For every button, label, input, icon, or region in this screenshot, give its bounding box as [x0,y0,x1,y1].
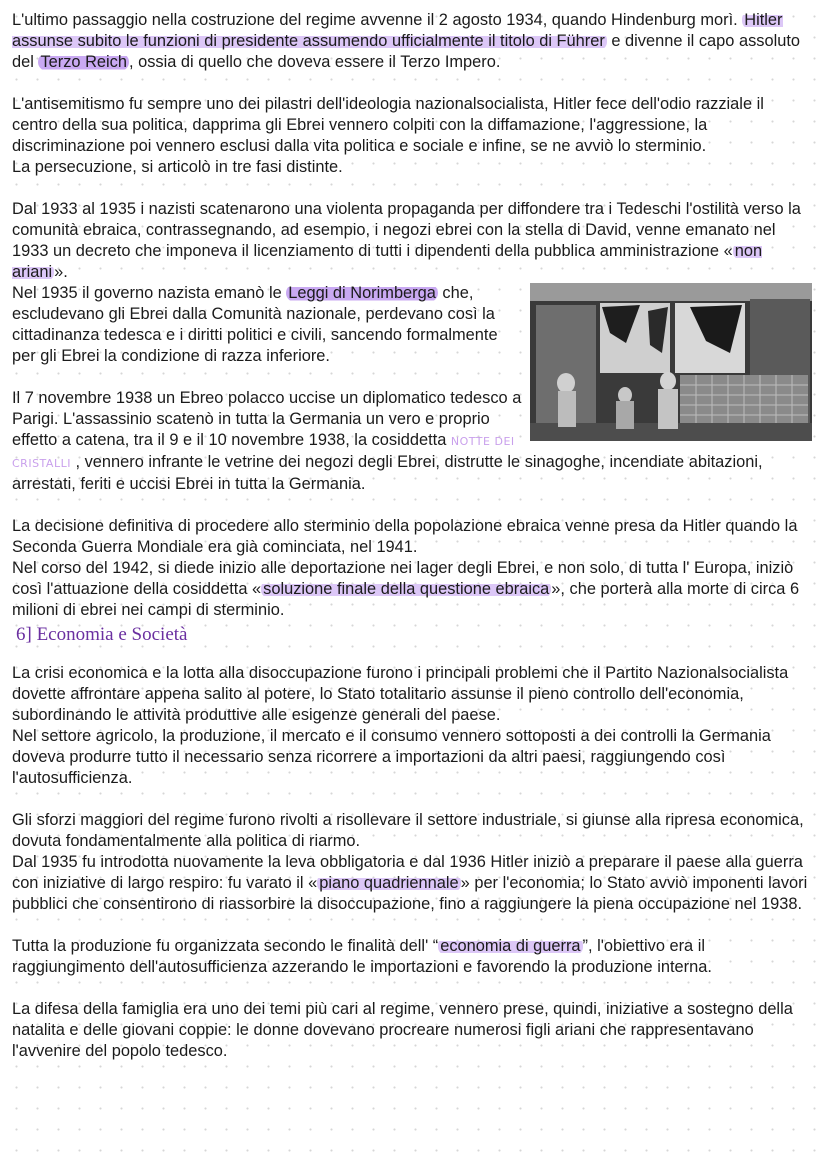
paragraph-economia-guerra: Tutta la produzione fu organizzata secondo le finalità dell' “ economia di guerra ”, l'obiettivo era il raggiungimento dell'autosufficienza azzerando le importazioni e favorendo la produzione interna. [12,937,712,976]
handwritten-notte-cristalli: NOTTE DEI CRISTALLI [12,435,515,470]
paragraph-crisi-economica: La crisi economica e la lotta alla disoccupazione furono i principali problemi che il Partito Nazionalsocialista dovette affrontare appena salito al potere, lo Stato totalitario assunse il pieno controllo dell'economia, subordinando le attività produttive alle esigenze generali del paese. [12,664,789,724]
paragraph-notte-cristalli: Il 7 novembre 1938 un Ebreo polacco uccise un diplomatico tedesco a Parigi. L'assassinio scatenò in tutta la Germania un vero e proprio effetto a catena, tra il 9 e il 10 novembre 1938, la cosiddetta NOTTE DEI CRISTALLI , vennero infrante le vetrine dei negozi degli Ebrei, distrutte le sinagoghe, incendiate abitazioni, arrestati, feriti e uccisi Ebrei in tutta la Germania. [12,389,763,493]
highlight-piano-quadriennale: piano quadriennale [319,874,459,892]
paragraph-decisione-sterminio: La decisione definitiva di procedere allo sterminio della popolazione ebraica venne presa da Hitler quando la Seconda Guerra Mondiale era già cominciata, nel 1941. [12,517,798,556]
highlight-fuhrer: Hitler assunse subito le funzioni di presidente assumendo ufficialmente il titolo di Führer [12,11,783,50]
paragraph-persecuzione: La persecuzione, si articolò in tre fasi distinte. [12,158,343,176]
paragraph-deportazione: Nel corso del 1942, si diede inizio alle deportazione nei lager degli Ebrei, e non solo, di tutta l' Europa, iniziò così l'attuazione della cosiddetta « soluzione finale della questione ebraica », che porterà alla morte di circa 6 milioni di ebrei nei campi di sterminio. [12,559,800,619]
highlight-economia-guerra: economia di guerra [440,937,581,955]
document-page [12,10,812,1062]
paragraph-antisemitismo: L'antisemitismo fu sempre uno dei pilastri dell'ideologia nazionalsocialista, Hitler fece dell'odio razziale il centro della sua politica, dapprima gli Ebrei vennero colpiti con la diffamazione, l'aggressione, la discriminazione poi vennero esclusi dalla vita politica e sociale e infine, se ne avviò lo sterminio. [12,95,764,155]
paragraph-piano-quadriennale: Dal 1935 fu introdotta nuovamente la leva obbligatoria e dal 1936 Hitler iniziò a preparare il paese alla guerra con iniziative di largo respiro: fu varato il « piano quadriennale » per l'economia; lo Stato avviò imponenti lavori pubblici che consentirono di riassorbire la disoccupazione, fino a raggiungere la piena occupazione nel 1938. [12,853,808,913]
highlight-terzo-reich: Terzo Reich [40,53,127,71]
highlight-soluzione-finale: soluzione finale della questione ebraica [263,580,550,598]
paragraph-settore-industriale: Gli sforzi maggiori del regime furono rivolti a risollevare il settore industriale, si giunse alla ripresa economica, dovuta fondamentalmente alla politica di riarmo. [12,811,804,850]
highlight-leggi-norimberga: Leggi di Norimberga [288,284,436,302]
highlight-non-ariani: non ariani [12,242,763,281]
paragraph-famiglia: La difesa della famiglia era uno dei temi più cari al regime, vennero prese, quindi, iniziative a sostegno della natalita e delle giovani coppie: le donne dovevano procreare numerosi figli ariani che rappresentavano l'avvenire del popolo tedesco. [12,1000,793,1060]
section-heading-economia: 6] Economia e Società [16,624,188,645]
shop-window-image [530,283,812,441]
paragraph-settore-agricolo: Nel settore agricolo, la produzione, il mercato e il consumo vennero sottoposti a dei controlli la Germania doveva produrre tutto il necessario senza ricorrere a importazioni da altri paesi, raggiungendo così l'autosufficienza. [12,727,771,787]
paragraph-norimberga: Nel 1935 il governo nazista emanò le Leggi di Norimberga che, escludevano gli Ebrei dalla Comunità nazionale, perdevano così la cittadinanza tedesca e i diritti politici e civili, sancendo formalmente per gli Ebrei la condizione di razza inferiore. [12,284,498,365]
paragraph-propaganda: Dal 1933 al 1935 i nazisti scatenarono una violenta propaganda per diffondere tra i Tedeschi l'ostilità verso la comunità ebraica, contrassegnando, ad esempio, i negozi ebrei con la stella di David, venne emanato nel 1933 un decreto che imponeva il licenziamento di tutti i dipendenti della pubblica amministrazione « non ariani ». [12,200,801,281]
paragraph-hindenburg: L'ultimo passaggio nella costruzione del regime avvenne il 2 agosto 1934, quando Hindenburg morì. Hitler assunse subito le funzioni di presidente assumendo ufficialmente il titolo di Führer e divenne il capo assoluto del Terzo Reich , ossia di quello che doveva essere il Terzo Impero. [12,11,801,71]
kristallnacht-photo [530,283,812,441]
